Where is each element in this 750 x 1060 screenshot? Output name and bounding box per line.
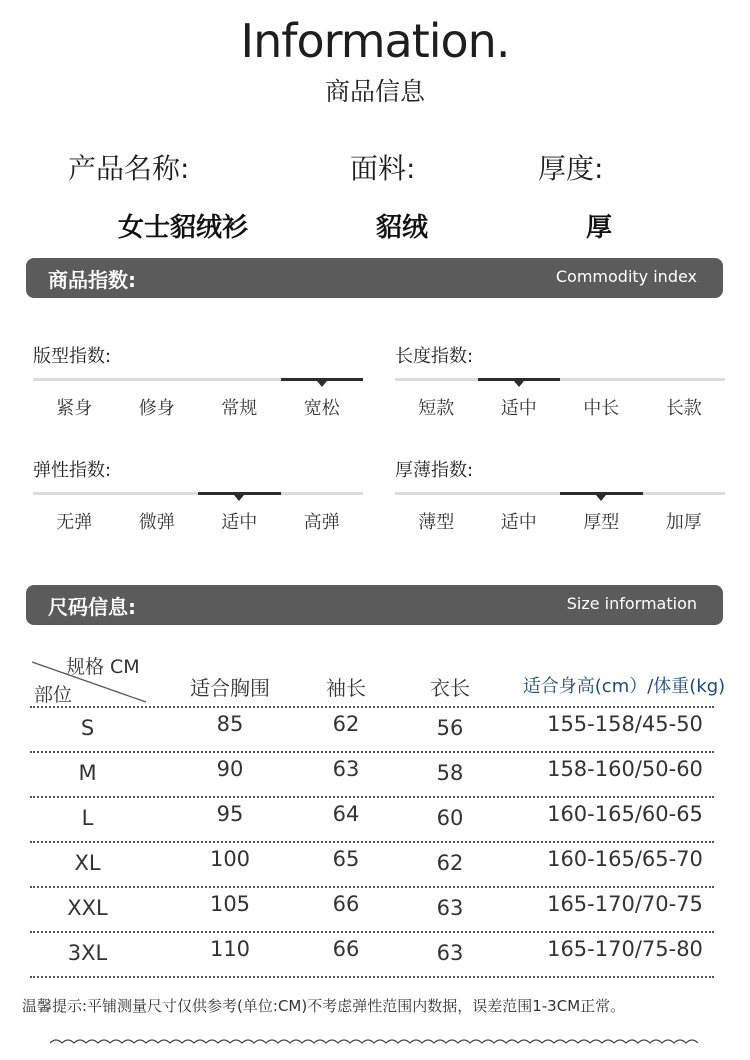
- cell-height-weight: 158-160/50-60: [547, 757, 703, 781]
- title-english: Information.: [240, 14, 510, 68]
- fit-index-option-loose: 宽松: [303, 398, 340, 419]
- size-information-bar: [26, 585, 723, 625]
- length-index-option-short: 短款: [418, 398, 455, 419]
- fit-index-marker-icon: [317, 381, 327, 387]
- header-length: 衣长: [430, 676, 470, 700]
- thickness-index-option-medium: 适中: [500, 512, 537, 533]
- cell-chest: 110: [209, 937, 251, 961]
- table-divider: [30, 796, 714, 798]
- elasticity-index-option-high-stretch: 高弹: [303, 512, 340, 533]
- thickness-index-option-thin: 薄型: [418, 512, 455, 533]
- cell-height-weight: 160-165/60-65: [547, 802, 703, 826]
- table-divider: [30, 886, 714, 888]
- product-name-value: 女士貂绒衫: [118, 213, 249, 243]
- cell-size: S: [80, 716, 95, 740]
- table-corner-spec: 规格 CM: [66, 656, 140, 678]
- fit-index-option-tight: 紧身: [56, 398, 93, 419]
- fabric-label: 面料:: [350, 152, 416, 185]
- cell-length: 56: [436, 716, 464, 740]
- cell-length: 63: [436, 896, 464, 920]
- cell-chest: 100: [209, 847, 251, 871]
- table-corner-diagonal: [30, 660, 150, 706]
- fabric-value: 貂绒: [376, 213, 429, 243]
- header-chest: 适合胸围: [190, 676, 270, 700]
- cell-chest: 105: [209, 892, 251, 916]
- thickness-index-option-thick: 厚型: [583, 512, 620, 533]
- table-divider: [30, 931, 714, 933]
- commodity-index-title: 商品指数:: [48, 268, 136, 292]
- cell-sleeve: 62: [332, 712, 360, 736]
- cell-size: 3XL: [67, 941, 108, 965]
- elasticity-index-marker-icon: [234, 495, 244, 501]
- cell-length: 62: [436, 851, 464, 875]
- elasticity-index-option-slight-stretch: 微弹: [138, 512, 175, 533]
- cell-height-weight: 165-170/70-75: [547, 892, 703, 916]
- table-divider: [30, 751, 714, 753]
- table-divider: [30, 841, 714, 843]
- thickness-index-marker-icon: [596, 495, 606, 501]
- cell-chest: 90: [216, 757, 244, 781]
- cell-size: L: [81, 806, 94, 830]
- thickness-index-title: 厚薄指数:: [395, 460, 474, 481]
- commodity-index-subtitle: Commodity index: [555, 267, 697, 286]
- cell-height-weight: 165-170/75-80: [547, 937, 703, 961]
- cell-length: 60: [436, 806, 464, 830]
- measurement-note: 温馨提示:平铺测量尺寸仅供参考(单位:CM)不考虑弹性范围内数据，误差范围1-3CM正常。: [22, 997, 626, 1015]
- cell-chest: 95: [216, 802, 244, 826]
- cell-size: XXL: [67, 896, 108, 920]
- header-height-weight: 适合身高(cm）/体重(kg): [522, 676, 726, 697]
- cell-size: M: [78, 761, 97, 785]
- length-index-track: [395, 378, 725, 381]
- cell-height-weight: 160-165/65-70: [547, 847, 703, 871]
- length-index-marker-icon: [514, 381, 524, 387]
- cell-length: 63: [436, 941, 464, 965]
- commodity-index-bar: [26, 258, 723, 298]
- cell-sleeve: 64: [332, 802, 360, 826]
- cell-sleeve: 63: [332, 757, 360, 781]
- table-corner-part: 部位: [34, 684, 73, 706]
- length-index-option-medium: 适中: [500, 398, 537, 419]
- cell-length: 58: [436, 761, 464, 785]
- thickness-label: 厚度:: [538, 152, 604, 185]
- fit-index-title: 版型指数:: [33, 346, 112, 367]
- product-name-label: 产品名称:: [68, 152, 190, 185]
- fit-index-option-slim: 修身: [138, 398, 175, 419]
- cell-sleeve: 66: [332, 937, 360, 961]
- length-index-option-mid-long: 中长: [583, 398, 620, 419]
- cell-sleeve: 66: [332, 892, 360, 916]
- size-information-title: 尺码信息:: [48, 595, 136, 619]
- length-index-option-long: 长款: [665, 398, 702, 419]
- header-sleeve: 袖长: [326, 676, 366, 700]
- length-index-title: 长度指数:: [395, 346, 474, 367]
- elasticity-index-option-no-stretch: 无弹: [56, 512, 93, 533]
- thickness-value: 厚: [586, 213, 613, 243]
- table-divider: [30, 706, 714, 708]
- elasticity-index-title: 弹性指数:: [33, 460, 112, 481]
- wavy-divider: [50, 1036, 700, 1050]
- fit-index-option-regular: 常规: [221, 398, 258, 419]
- cell-height-weight: 155-158/45-50: [547, 712, 703, 736]
- thickness-index-option-extra-thick: 加厚: [665, 512, 702, 533]
- cell-size: XL: [74, 851, 101, 875]
- elasticity-index-option-medium: 适中: [221, 512, 258, 533]
- cell-sleeve: 65: [332, 847, 360, 871]
- cell-chest: 85: [216, 712, 244, 736]
- size-information-subtitle: Size information: [566, 594, 697, 613]
- table-divider: [30, 976, 714, 978]
- title-chinese: 商品信息: [324, 77, 425, 106]
